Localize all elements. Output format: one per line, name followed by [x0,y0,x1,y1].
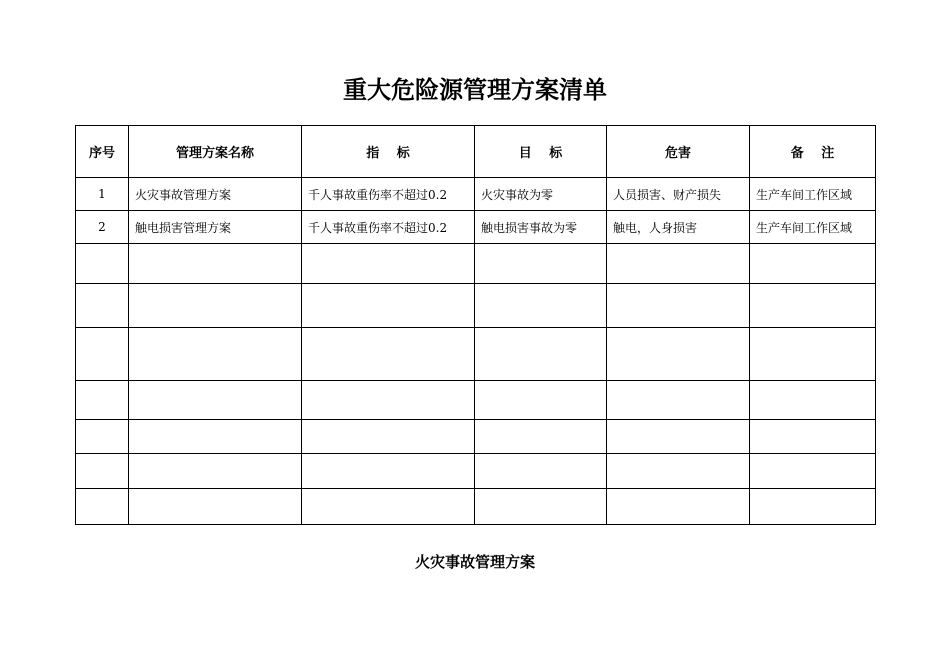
cell-remarks [750,244,876,284]
section-title: 火灾事故管理方案 [414,553,535,571]
cell-target [475,328,607,381]
cell-plan-name [129,381,302,420]
header-hazard: 危害 [607,126,750,178]
cell-remarks [750,284,876,328]
cell-hazard: 人员损害、财产损失 [607,178,750,211]
cell-plan-name [129,489,302,525]
cell-plan-name [129,454,302,489]
cell-target: 触电损害事故为零 [475,211,607,244]
cell-index [76,381,129,420]
cell-indicator [302,381,475,420]
cell-index: 2 [76,211,129,244]
table-row [76,244,876,284]
cell-plan-name [129,244,302,284]
table-row [76,328,876,381]
header-remarks: 备 注 [750,126,876,178]
cell-target [475,489,607,525]
cell-indicator [302,420,475,454]
table-row [76,178,876,211]
cell-target [475,420,607,454]
cell-hazard [607,489,750,525]
table-row [76,381,876,420]
cell-index [76,244,129,284]
cell-indicator [302,454,475,489]
cell-index [76,284,129,328]
cell-index [76,420,129,454]
cell-target [475,284,607,328]
cell-remarks [750,381,876,420]
cell-index [76,489,129,525]
cell-hazard [607,328,750,381]
table-row [76,489,876,525]
cell-indicator [302,489,475,525]
cell-remarks: 生产车间工作区域 [750,178,876,211]
header-target: 目 标 [475,126,607,178]
cell-target: 火灾事故为零 [475,178,607,211]
cell-plan-name [129,328,302,381]
cell-indicator [302,284,475,328]
table-row [76,420,876,454]
cell-target [475,454,607,489]
cell-remarks [750,328,876,381]
management-plan-table [75,125,876,525]
cell-plan-name: 触电损害管理方案 [129,211,302,244]
cell-target [475,244,607,284]
cell-remarks [750,489,876,525]
table-row [76,211,876,244]
cell-indicator: 千人事故重伤率不超过0.2 [302,211,475,244]
cell-index [76,454,129,489]
cell-hazard [607,420,750,454]
header-index: 序号 [76,126,129,178]
table-header-row [76,126,876,178]
cell-indicator [302,244,475,284]
cell-hazard: 触电，人身损害 [607,211,750,244]
document-title: 重大危险源管理方案清单 [343,76,607,104]
table-row [76,454,876,489]
cell-target [475,381,607,420]
table-row [76,284,876,328]
cell-plan-name [129,284,302,328]
cell-hazard [607,244,750,284]
header-plan-name: 管理方案名称 [129,126,302,178]
cell-plan-name: 火灾事故管理方案 [129,178,302,211]
cell-hazard [607,454,750,489]
cell-remarks [750,454,876,489]
cell-plan-name [129,420,302,454]
header-indicator: 指 标 [302,126,475,178]
cell-index: 1 [76,178,129,211]
cell-remarks: 生产车间工作区域 [750,211,876,244]
cell-hazard [607,284,750,328]
cell-hazard [607,381,750,420]
cell-indicator: 千人事故重伤率不超过0.2 [302,178,475,211]
cell-index [76,328,129,381]
cell-indicator [302,328,475,381]
cell-remarks [750,420,876,454]
